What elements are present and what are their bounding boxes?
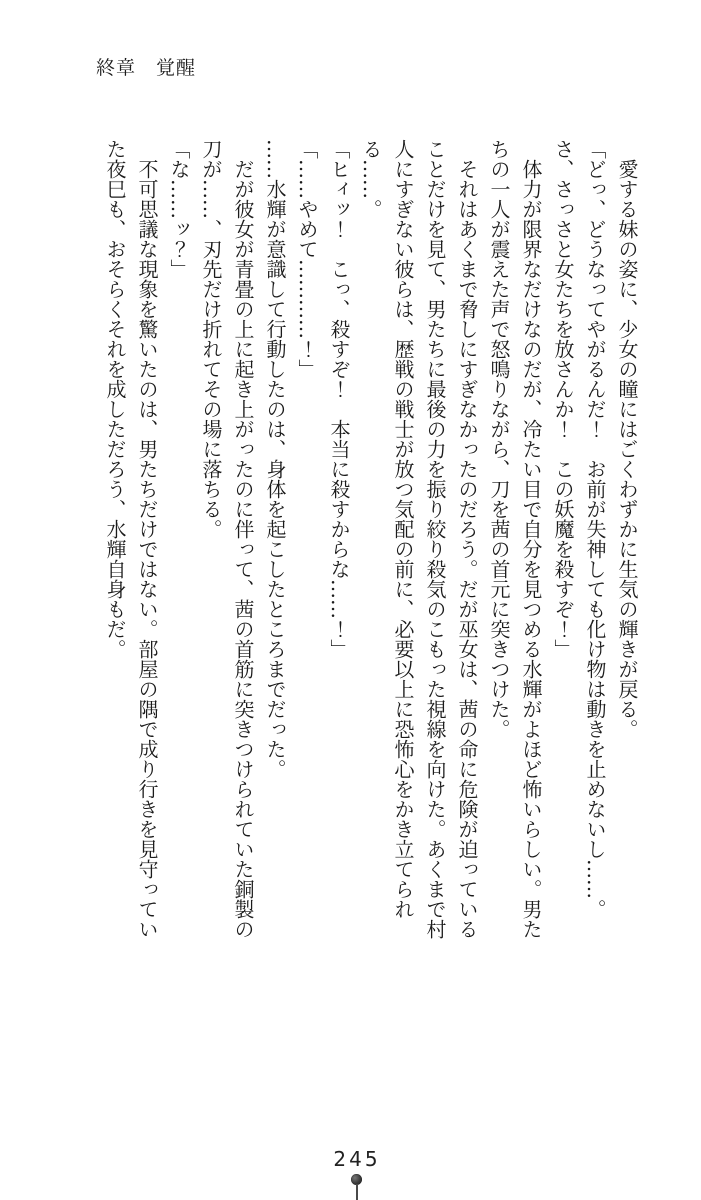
paragraph: それはあくまで脅しにすぎなかったのだろう。だが巫女は、茜の命に危険が迫っていることだけを見て、男たちに最後の力を振り絞り殺気のこもった視線を向けた。あくまで村人にすぎない彼らは、歴戦の戦士が放つ気配の前に、必要以上に恐怖心をかき立てられる……。 bbox=[359, 139, 479, 939]
paragraph: 「ヒィッ！ こっ、殺すぞ！ 本当に殺すからな……！」 bbox=[327, 139, 351, 659]
chapter-running-head: 終章 覚醒 bbox=[96, 57, 197, 79]
paragraph: 不可思議な現象を驚いたのは、男たちだけではない。部屋の隅で成り行きを見守っていた夜巳も、おそらくそれを成しただろう、水輝自身もだ。 bbox=[103, 139, 159, 939]
paragraph: ……水輝が意識して行動したのは、身体を起こしたところまでだった。 bbox=[263, 139, 287, 779]
paragraph: だが彼女が青畳の上に起き上がったのに伴って、茜の首筋に突きつけられていた銅製の刀が……、刃先だけ折れてその場に落ちる。 bbox=[199, 139, 255, 939]
paragraph: 体力が限界なだけなのだが、冷たい目で自分を見つめる水輝がよほど怖いらしい。男たちの一人が震えた声で怒鳴りながら、刀を茜の首元に突きつけた。 bbox=[487, 139, 543, 939]
binding-mark-icon bbox=[345, 1174, 369, 1200]
paragraph: 「どっ、どうなってやがるんだ！ お前が失神しても化け物は動きを止めないし……。さ、さっさと女たちを放さんか！ この妖魔を殺すぞ！」 bbox=[551, 139, 607, 919]
paragraph: 「な……ッ？」 bbox=[167, 139, 191, 279]
page-number: 245 bbox=[333, 1147, 381, 1171]
paragraph: 「……やめて…………！」 bbox=[295, 139, 319, 379]
body-text bbox=[99, 139, 643, 941]
paragraph: 愛する妹の姿に、少女の瞳にはごくわずかに生気の輝きが戻る。 bbox=[615, 159, 639, 739]
binding-mark-stem bbox=[356, 1184, 358, 1200]
